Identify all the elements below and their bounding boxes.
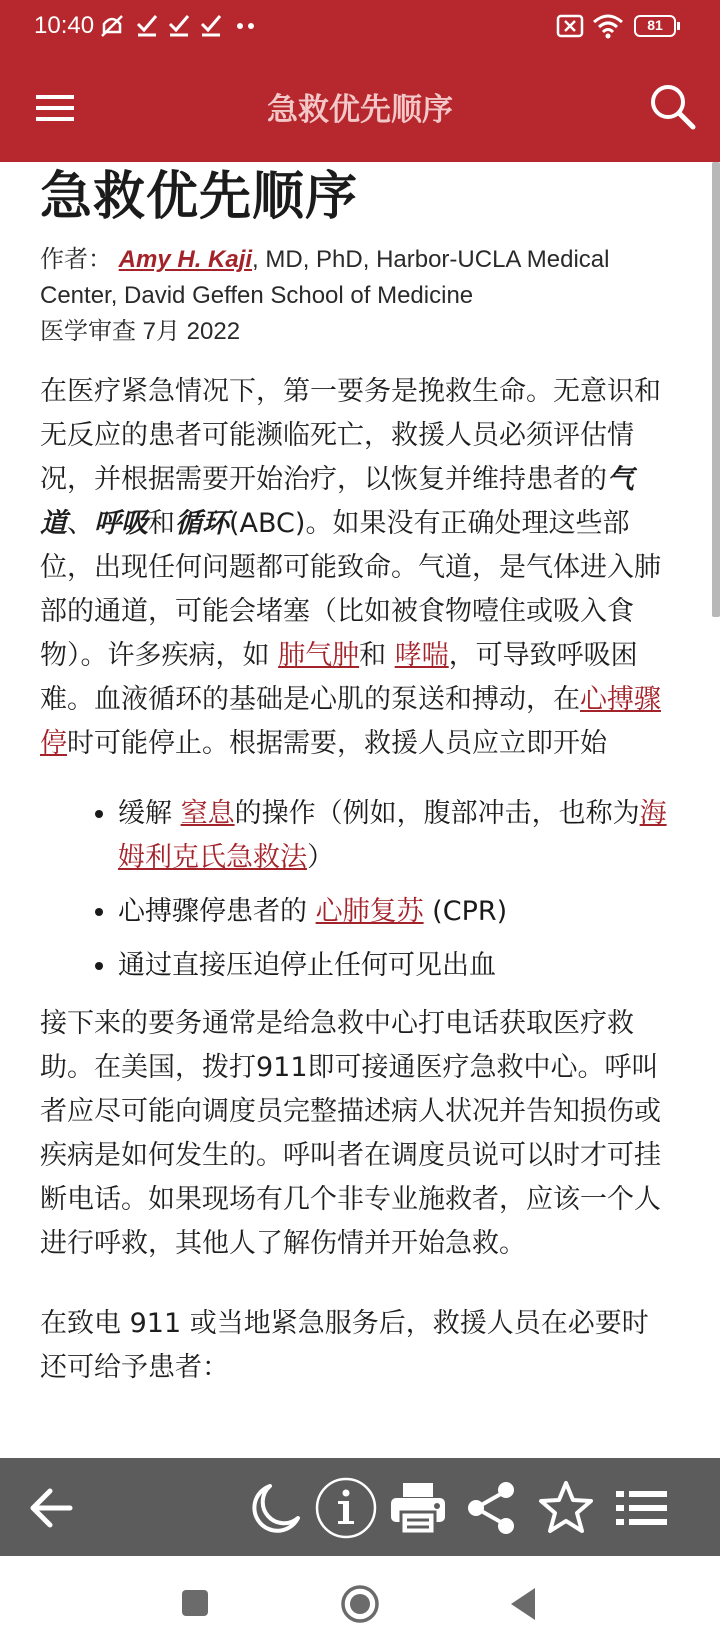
action-list (40, 792, 672, 988)
list-item (118, 944, 672, 988)
mute-icon (98, 12, 126, 40)
list-text: (CPR) (423, 896, 508, 927)
wifi-icon (592, 12, 624, 40)
star-icon[interactable] (536, 1478, 596, 1538)
emphysema-link[interactable]: 肺气肿 (278, 640, 360, 671)
paragraph-text: 和 (359, 640, 395, 671)
back-icon[interactable] (508, 1586, 538, 1622)
paragraph-text: 在医疗紧急情况下，第一要务是挽救生命。无意识和无反应的患者可能濒临死亡，救援人员必须评估情况，并根据需要开始治疗，以恢复并维持患者的 (40, 376, 661, 495)
paragraph-text: ，可导致呼吸困难。血液循环的基础是心肌的泵送和搏动，在 (40, 640, 638, 715)
print-icon[interactable] (388, 1478, 448, 1538)
home-icon[interactable] (340, 1584, 380, 1624)
search-icon[interactable] (648, 82, 696, 132)
scrollbar[interactable] (712, 162, 720, 617)
battery-icon (634, 14, 678, 38)
list-icon[interactable] (612, 1478, 672, 1538)
paragraph-emergency-call: 接下来的要务通常是给急救中心打电话获取医疗救助。在美国，拨打911即可接通医疗急救中心。呼叫者应尽可能向调度员完整描述病人状况并告知损伤或疾病是如何发生的。呼叫者在调度员说可以时才可挂断电话。如果现场有几个非专业施救者，应该一个人进行呼救，其他人了解伤情并开始急救。 (40, 1008, 661, 1259)
paragraph-after-call: 在致电 911 或当地紧急服务后，救援人员在必要时还可给予患者： (40, 1308, 649, 1383)
list-text: 通过直接压迫停止任何可见出血 (118, 950, 496, 981)
dots-icon (236, 22, 256, 30)
author-affiliation: , MD, PhD, Harbor-UCLA Medical Center, David Geffen School of Medicine (40, 246, 610, 309)
recent-apps-icon[interactable] (180, 1588, 210, 1618)
bottom-toolbar (0, 1458, 720, 1556)
asthma-link[interactable]: 哮喘 (394, 640, 449, 671)
heimlich-link[interactable]: 海姆利克氏急救法 (118, 798, 667, 873)
article (0, 162, 712, 1390)
app-bar-title: 急救优先顺序 (267, 92, 453, 128)
list-item (118, 792, 672, 880)
sim-x-icon (556, 14, 584, 38)
status-time: 10:40 (34, 12, 95, 39)
night-mode-icon[interactable] (244, 1478, 304, 1538)
circulation-term: 循环 (175, 508, 229, 539)
status-bar (0, 0, 720, 54)
paragraph-text: (ABC)。如果没有正确处理这些部位，出现任何问题都可能致命。气道，是气体进入肺部的通道，可能会堵塞（比如被食物噎住或吸入食物）。许多疾病，如 (40, 508, 661, 671)
list-text: 的操作（例如，腹部冲击，也称为 (234, 798, 640, 829)
check-icon (168, 12, 190, 38)
choking-link[interactable]: 窒息 (180, 798, 235, 829)
conjunction: 和 (148, 508, 175, 539)
author-link[interactable]: Amy H. Kaji (118, 246, 253, 273)
article-title: 急救优先顺序 (40, 167, 359, 227)
airway-term: 气道 (40, 464, 634, 539)
article-meta (40, 242, 672, 350)
battery-level: 81 (647, 17, 663, 33)
system-nav-bar (0, 1556, 720, 1650)
article-scroll-area[interactable] (0, 162, 712, 1458)
list-item (118, 890, 672, 934)
check-icon (136, 12, 158, 38)
list-text: 心搏骤停患者的 (118, 896, 316, 927)
author-prefix: 作者： (40, 246, 112, 273)
info-icon[interactable] (314, 1476, 378, 1540)
check-icon (200, 12, 222, 38)
app-bar (0, 54, 720, 162)
list-text: 缓解 (118, 798, 181, 829)
list-text: ） (307, 842, 334, 873)
breathing-term: 呼吸 (94, 508, 148, 539)
back-arrow-icon[interactable] (22, 1478, 82, 1538)
paragraph-text: 时可能停止。根据需要，救援人员应立即开始 (67, 728, 607, 759)
paragraph-intro (40, 370, 672, 766)
review-date: 医学审查 7月 2022 (40, 318, 241, 345)
cardiac-arrest-link[interactable]: 心搏骤停 (40, 684, 661, 759)
share-icon[interactable] (462, 1478, 522, 1538)
cpr-link[interactable]: 心肺复苏 (315, 896, 424, 927)
separator: 、 (67, 508, 94, 539)
